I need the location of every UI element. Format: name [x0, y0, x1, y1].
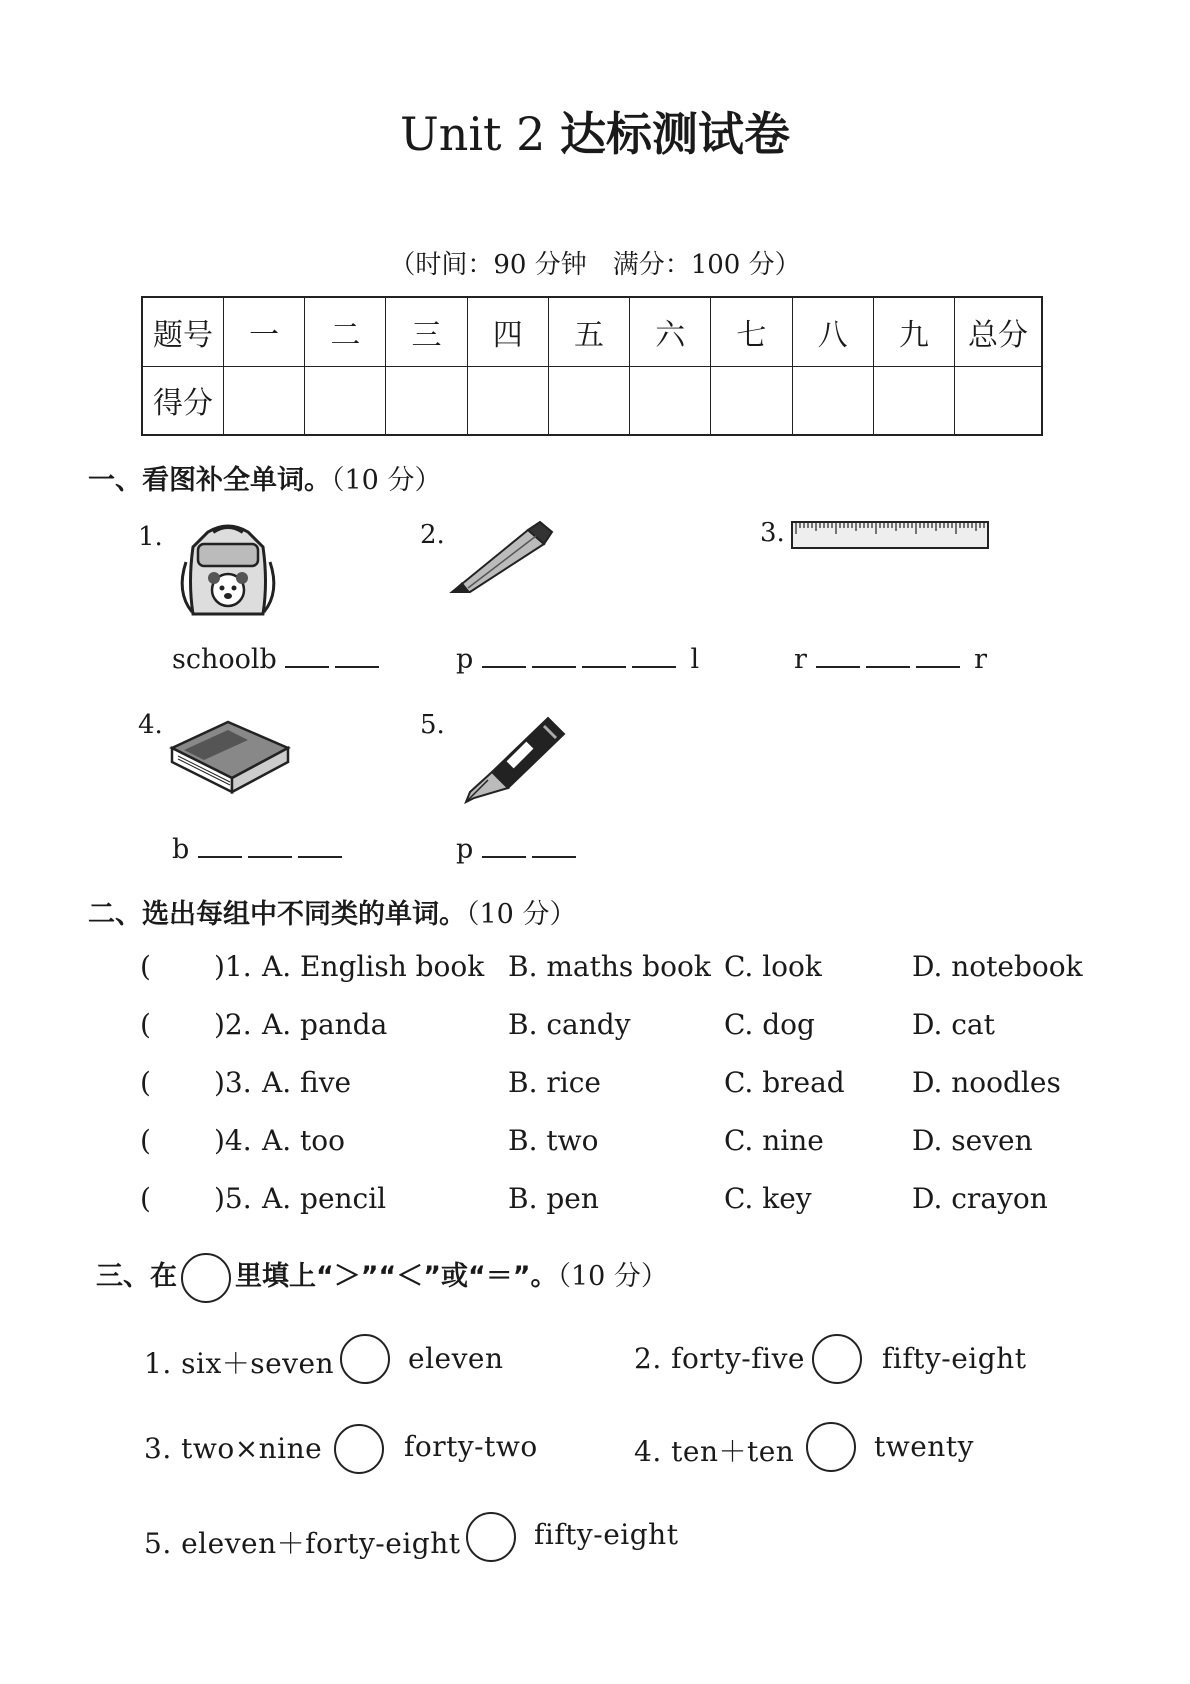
word-prefix: b	[172, 834, 190, 865]
answer-circle[interactable]	[466, 1512, 516, 1562]
option-c: C. bread	[724, 1066, 845, 1099]
word-suffix: r	[974, 644, 988, 675]
option-a: A. too	[262, 1124, 345, 1157]
word-prefix: schoolb	[172, 644, 277, 675]
score-table-cell: 三	[386, 297, 467, 366]
answer-circle[interactable]	[340, 1334, 390, 1384]
option-d: D. cat	[912, 1008, 995, 1041]
option-b: B. candy	[508, 1008, 631, 1041]
score-input-cell[interactable]	[873, 366, 954, 435]
letter-blank[interactable]	[582, 646, 626, 668]
pen-icon	[452, 706, 572, 806]
letter-blank[interactable]	[916, 646, 960, 668]
word-prefix: r	[794, 644, 807, 675]
comparison-left: 5. eleven＋forty-eight	[144, 1527, 461, 1560]
comparison-left: 3. two×nine	[144, 1432, 323, 1465]
letter-blank[interactable]	[532, 836, 576, 858]
word-completion-2[interactable]	[456, 644, 699, 675]
score-row-label: 得分	[142, 366, 224, 435]
score-input-cell[interactable]	[711, 366, 792, 435]
question-number: )5.	[214, 1182, 252, 1215]
book-icon	[168, 718, 292, 798]
option-a: A. English book	[262, 950, 485, 983]
option-c: C. nine	[724, 1124, 824, 1157]
option-a: A. panda	[262, 1008, 388, 1041]
item-number: 1.	[138, 522, 163, 552]
option-d: D. noodles	[912, 1066, 1061, 1099]
score-table-cell: 六	[630, 297, 711, 366]
comparison-right: forty-two	[404, 1430, 538, 1463]
letter-blank[interactable]	[482, 836, 526, 858]
comparison-right: eleven	[408, 1342, 504, 1375]
question-number: )2.	[214, 1008, 252, 1041]
option-c: C. look	[724, 950, 822, 983]
option-b: B. pen	[508, 1182, 599, 1215]
score-table-cell: 题号	[142, 297, 224, 366]
letter-blank[interactable]	[866, 646, 910, 668]
pencil-icon	[448, 516, 558, 596]
score-table-cell: 二	[305, 297, 386, 366]
comparison-right: fifty-eight	[882, 1342, 1027, 1375]
word-suffix: l	[690, 644, 700, 675]
letter-blank[interactable]	[198, 836, 242, 858]
comparison-right: fifty-eight	[534, 1518, 679, 1551]
option-a: A. pencil	[262, 1182, 387, 1215]
letter-blank[interactable]	[816, 646, 860, 668]
item-number: 2.	[420, 520, 445, 550]
score-table-header-row	[142, 297, 1042, 366]
answer-circle[interactable]	[812, 1334, 862, 1384]
score-table-score-row	[142, 366, 1042, 435]
option-b: B. maths book	[508, 950, 711, 983]
option-b: B. rice	[508, 1066, 601, 1099]
letter-blank[interactable]	[298, 836, 342, 858]
letter-blank[interactable]	[285, 646, 329, 668]
score-input-cell[interactable]	[792, 366, 873, 435]
section-2-points: （10 分）	[466, 899, 577, 930]
answer-paren-open[interactable]: (	[140, 1008, 151, 1041]
answer-circle[interactable]	[806, 1422, 856, 1472]
option-a: A. five	[262, 1066, 352, 1099]
score-input-cell[interactable]	[630, 366, 711, 435]
item-number: 4.	[138, 710, 163, 740]
letter-blank[interactable]	[532, 646, 576, 668]
score-table-cell: 四	[467, 297, 548, 366]
option-c: C. dog	[724, 1008, 815, 1041]
section-3-title-start: 三、在	[96, 1261, 177, 1292]
section-1-points: （10 分）	[331, 465, 442, 496]
comparison-right: twenty	[874, 1430, 974, 1463]
answer-circle[interactable]	[334, 1424, 384, 1474]
item-number: 3.	[760, 518, 785, 548]
score-table	[141, 296, 1043, 436]
option-b: B. two	[508, 1124, 599, 1157]
score-input-cell[interactable]	[305, 366, 386, 435]
title-english: Unit 2	[399, 107, 546, 161]
section-3-points: （10 分）	[557, 1261, 668, 1292]
comparison-left: 1. six＋seven	[144, 1347, 335, 1380]
score-input-cell[interactable]	[955, 366, 1043, 435]
letter-blank[interactable]	[632, 646, 676, 668]
word-completion-5[interactable]	[456, 834, 582, 865]
schoolbag-icon	[168, 522, 288, 622]
answer-paren-open[interactable]: (	[140, 950, 151, 983]
section-1-title: 一、看图补全单词。	[88, 465, 331, 496]
option-d: D. seven	[912, 1124, 1033, 1157]
question-number: )1.	[214, 950, 252, 983]
score-table-cell: 五	[548, 297, 629, 366]
letter-blank[interactable]	[482, 646, 526, 668]
score-input-cell[interactable]	[386, 366, 467, 435]
question-number: )3.	[214, 1066, 252, 1099]
letter-blank[interactable]	[248, 836, 292, 858]
score-table-cell: 一	[224, 297, 305, 366]
word-completion-3[interactable]	[794, 644, 987, 675]
answer-paren-open[interactable]: (	[140, 1182, 151, 1215]
answer-paren-open[interactable]: (	[140, 1066, 151, 1099]
section-2-heading	[88, 892, 576, 931]
answer-paren-open[interactable]: (	[140, 1124, 151, 1157]
score-input-cell[interactable]	[548, 366, 629, 435]
score-input-cell[interactable]	[224, 366, 305, 435]
title-chinese: 达标测试卷	[560, 107, 791, 161]
score-table-cell: 总分	[955, 297, 1043, 366]
score-table-cell: 七	[711, 297, 792, 366]
score-table-cell: 八	[792, 297, 873, 366]
section-3-title-end: 里填上“＞”“＜”或“＝”。	[235, 1261, 558, 1292]
word-completion-1[interactable]	[172, 644, 385, 675]
section-2-title: 二、选出每组中不同类的单词。	[88, 899, 466, 930]
letter-blank[interactable]	[335, 646, 379, 668]
section-1-heading	[88, 458, 441, 497]
option-d: D. notebook	[912, 950, 1083, 983]
option-d: D. crayon	[912, 1182, 1048, 1215]
comparison-left: 4. ten＋ten	[634, 1435, 795, 1468]
page-title	[0, 98, 1190, 164]
question-number: )4.	[214, 1124, 252, 1157]
word-prefix: p	[456, 834, 474, 865]
section-3-heading	[96, 1252, 668, 1302]
item-number: 5.	[420, 710, 445, 740]
word-prefix: p	[456, 644, 474, 675]
word-completion-4[interactable]	[172, 834, 348, 865]
score-table-cell: 九	[873, 297, 954, 366]
circle-symbol	[181, 1253, 231, 1303]
comparison-left: 2. forty-five	[634, 1342, 805, 1375]
option-c: C. key	[724, 1182, 812, 1215]
score-input-cell[interactable]	[467, 366, 548, 435]
exam-info: （时间：90 分钟 满分：100 分）	[389, 250, 801, 280]
ruler-icon	[790, 516, 990, 556]
